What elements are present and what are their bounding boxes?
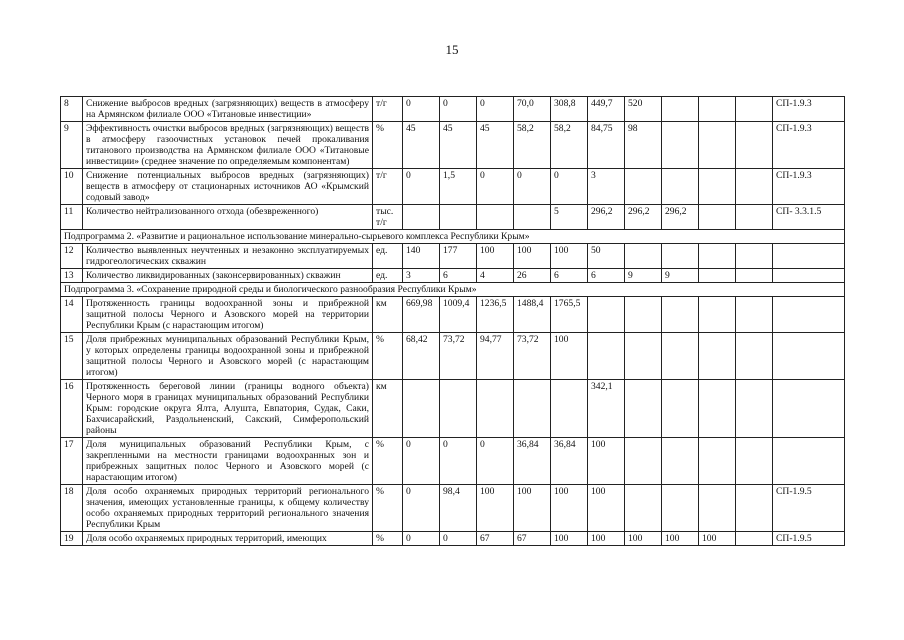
indicator-name: Протяженность береговой линии (границы водного объекта) Черного моря в границах муниципальных образований Республики Крым: городские округа Ялта, Алушта, Евпатория, Судак, Саки, Бахчисарайский, Раздольненский, Сакский, Симферопольский районы [83,380,373,438]
value-cell [662,122,699,169]
value-cell: 296,2 [662,205,699,230]
value-cell: 100 [551,333,588,380]
value-cell [625,333,662,380]
value-cell [514,380,551,438]
value-cell: 296,2 [625,205,662,230]
table-row [61,438,845,485]
row-number: 8 [61,97,83,122]
value-cell: 70,0 [514,97,551,122]
indicator-name: Протяженность границы водоохранной зоны и прибрежной защитной полосы Черного и Азовского морей на территории Республики Крым (с нарастающим итогом) [83,297,373,333]
code-cell: СП-1.9.3 [773,169,845,205]
value-cell: 1236,5 [477,297,514,333]
row-number: 14 [61,297,83,333]
value-cell: 50 [588,244,625,269]
value-cell [699,244,736,269]
code-cell: СП-1.9.3 [773,97,845,122]
row-number: 15 [61,333,83,380]
row-number: 9 [61,122,83,169]
code-cell [773,297,845,333]
code-cell [773,438,845,485]
value-cell [625,169,662,205]
value-cell: 0 [403,532,440,546]
value-cell [699,380,736,438]
value-cell: 100 [625,532,662,546]
value-cell: 100 [588,438,625,485]
value-cell: 45 [440,122,477,169]
value-cell: 100 [588,532,625,546]
value-cell: 669,98 [403,297,440,333]
value-cell [699,297,736,333]
page-number: 15 [445,42,459,57]
value-cell [736,269,773,283]
indicator-name: Количество выявленных неучтенных и незаконно эксплуатируемых гидрогеологических скважин [83,244,373,269]
value-cell: 3 [588,169,625,205]
code-cell: СП-1.9.3 [773,122,845,169]
table-row [61,297,845,333]
value-cell: 0 [477,97,514,122]
indicator-name: Эффективность очистки выбросов вредных (загрязняющих) веществ в атмосферу газоочистных установок печей прокаливания титанового производства на Армянском филиале ООО «Титановые инвестиции» (среднее значение по определяемым компонентам) [83,122,373,169]
value-cell [736,297,773,333]
value-cell: 100 [662,532,699,546]
value-cell: 4 [477,269,514,283]
value-cell: 0 [440,438,477,485]
value-cell [625,244,662,269]
value-cell [699,333,736,380]
table-row [61,97,845,122]
value-cell: 5 [551,205,588,230]
value-cell: 0 [403,438,440,485]
value-cell: 308,8 [551,97,588,122]
table-row [61,122,845,169]
value-cell [403,380,440,438]
value-cell: 140 [403,244,440,269]
indicator-name: Доля особо охраняемых природных территорий, имеющих [83,532,373,546]
code-cell [773,244,845,269]
indicator-name: Доля муниципальных образований Республики Крым, с закрепленными на местности границами водоохранных зон и прибрежных защитных полос Черного и Азовского морей (с нарастающим итогом) [83,438,373,485]
indicator-name: Снижение выбросов вредных (загрязняющих) веществ в атмосферу на Армянском филиале ООО «Титановые инвестиции» [83,97,373,122]
value-cell: 100 [588,485,625,532]
unit-cell: % [373,333,403,380]
value-cell: 36,84 [551,438,588,485]
unit-cell: % [373,122,403,169]
value-cell [736,244,773,269]
value-cell: 1,5 [440,169,477,205]
indicator-name: Доля особо охраняемых природных территорий регионального значения, имеющих установленные границы, к общему количеству особо охраняемых природных территорий регионального значения Республики Крым [83,485,373,532]
value-cell: 1488,4 [514,297,551,333]
value-cell [625,438,662,485]
value-cell: 9 [662,269,699,283]
value-cell: 67 [477,532,514,546]
row-number: 12 [61,244,83,269]
value-cell [662,333,699,380]
value-cell: 100 [551,532,588,546]
value-cell: 1765,5 [551,297,588,333]
value-cell [699,169,736,205]
value-cell: 296,2 [588,205,625,230]
indicator-name: Количество ликвидированных (законсервированных) скважин [83,269,373,283]
value-cell [662,380,699,438]
value-cell: 58,2 [551,122,588,169]
value-cell: 0 [551,169,588,205]
table-row [61,380,845,438]
value-cell: 0 [477,169,514,205]
row-number: 17 [61,438,83,485]
value-cell: 100 [514,485,551,532]
unit-cell: км [373,297,403,333]
value-cell [736,97,773,122]
subprogram-title: Подпрограмма 2. «Развитие и рациональное использование минерально-сырьевого комплекса Республики Крым» [61,230,845,244]
row-number: 19 [61,532,83,546]
value-cell [477,380,514,438]
indicators-table [60,96,845,546]
code-cell: СП- 3.3.1.5 [773,205,845,230]
value-cell [551,380,588,438]
value-cell [662,97,699,122]
value-cell: 520 [625,97,662,122]
value-cell: 449,7 [588,97,625,122]
unit-cell: % [373,438,403,485]
code-cell: СП-1.9.5 [773,532,845,546]
value-cell: 45 [403,122,440,169]
value-cell [699,97,736,122]
value-cell [662,438,699,485]
value-cell: 6 [551,269,588,283]
value-cell: 6 [440,269,477,283]
value-cell: 0 [403,169,440,205]
table-row [61,485,845,532]
value-cell: 58,2 [514,122,551,169]
value-cell: 100 [477,485,514,532]
value-cell: 1009,4 [440,297,477,333]
value-cell [440,380,477,438]
value-cell: 6 [588,269,625,283]
value-cell [625,297,662,333]
value-cell: 84,75 [588,122,625,169]
value-cell: 0 [403,485,440,532]
value-cell: 100 [699,532,736,546]
subprogram-title: Подпрограмма 3. «Сохранение природной среды и биологического разнообразия Республики Крым» [61,283,845,297]
row-number: 16 [61,380,83,438]
unit-cell: т/г [373,97,403,122]
value-cell: 36,84 [514,438,551,485]
value-cell: 67 [514,532,551,546]
code-cell: СП-1.9.5 [773,485,845,532]
row-number: 10 [61,169,83,205]
unit-cell: км [373,380,403,438]
value-cell: 100 [551,485,588,532]
value-cell [403,205,440,230]
value-cell [699,269,736,283]
value-cell: 68,42 [403,333,440,380]
value-cell [588,297,625,333]
value-cell: 0 [403,97,440,122]
value-cell [625,380,662,438]
table-row [61,244,845,269]
code-cell [773,380,845,438]
value-cell [736,485,773,532]
value-cell [662,485,699,532]
value-cell [477,205,514,230]
unit-cell: % [373,532,403,546]
value-cell [736,333,773,380]
unit-cell: % [373,485,403,532]
value-cell: 342,1 [588,380,625,438]
value-cell [736,122,773,169]
value-cell [736,169,773,205]
value-cell: 45 [477,122,514,169]
value-cell [736,205,773,230]
value-cell: 100 [514,244,551,269]
value-cell [699,122,736,169]
row-number: 13 [61,269,83,283]
value-cell: 26 [514,269,551,283]
value-cell [662,244,699,269]
table-row [61,333,845,380]
value-cell: 0 [440,97,477,122]
value-cell: 177 [440,244,477,269]
value-cell [736,532,773,546]
row-number: 18 [61,485,83,532]
value-cell [662,169,699,205]
value-cell [736,380,773,438]
value-cell: 3 [403,269,440,283]
value-cell: 9 [625,269,662,283]
unit-cell: ед. [373,244,403,269]
indicator-name: Доля прибрежных муниципальных образований Республики Крым, у которых определены границы водоохранной зоны и прибрежной защитной полосы Черного и Азовского морей (с нарастающим итогом) [83,333,373,380]
unit-cell: ед. [373,269,403,283]
value-cell: 100 [477,244,514,269]
code-cell [773,269,845,283]
subprogram-row [61,283,845,297]
value-cell: 0 [514,169,551,205]
value-cell [699,438,736,485]
unit-cell: тыс. т/г [373,205,403,230]
value-cell: 0 [440,532,477,546]
value-cell [736,438,773,485]
value-cell [662,297,699,333]
value-cell: 100 [551,244,588,269]
code-cell [773,333,845,380]
subprogram-row [61,230,845,244]
value-cell [699,485,736,532]
value-cell [699,205,736,230]
value-cell: 73,72 [514,333,551,380]
indicator-name: Количество нейтрализованного отхода (обезвреженного) [83,205,373,230]
row-number: 11 [61,205,83,230]
value-cell: 0 [477,438,514,485]
table-row [61,205,845,230]
table-row [61,532,845,546]
unit-cell: т/г [373,169,403,205]
value-cell: 73,72 [440,333,477,380]
value-cell: 98,4 [440,485,477,532]
value-cell [514,205,551,230]
value-cell: 94,77 [477,333,514,380]
value-cell: 98 [625,122,662,169]
value-cell [440,205,477,230]
table-row [61,169,845,205]
value-cell [588,333,625,380]
table-row [61,269,845,283]
value-cell [625,485,662,532]
indicator-name: Снижение потенциальных выбросов вредных (загрязняющих) веществ в атмосферу от стационарных источников АО «Крымский содовый завод» [83,169,373,205]
